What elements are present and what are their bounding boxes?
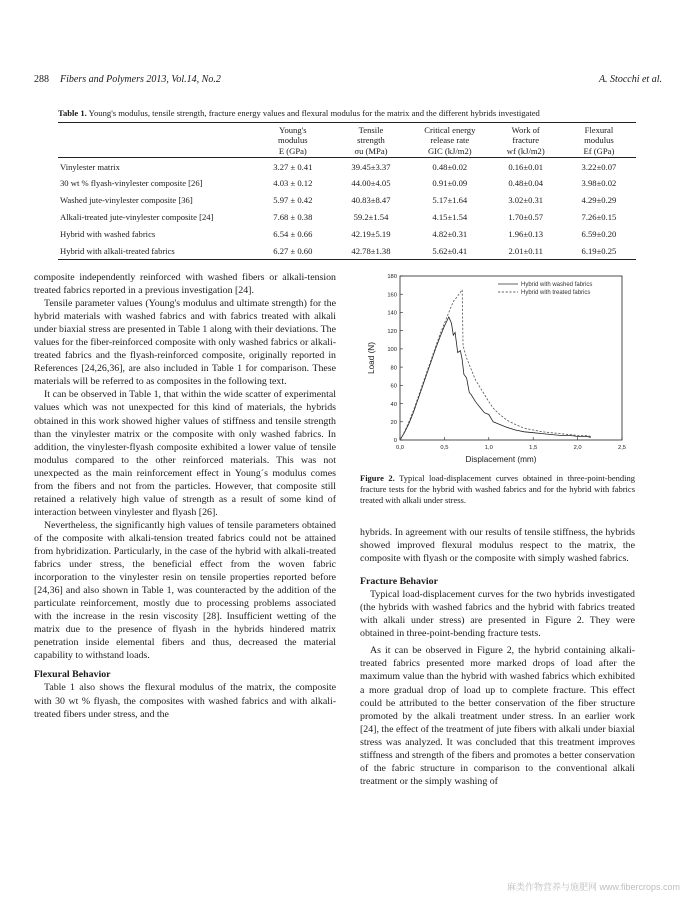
- y-tick-label: 80: [390, 365, 397, 372]
- table-row: Washed jute-vinylester composite [36] 5.97 ± 0.42 40.83±8.47 5.17±1.64 3.02±0.31 4.29±0.29: [60, 195, 617, 206]
- paragraph: Tensile parameter values (Young's modulus and ultimate strength) for the hybrid materials with washed fabrics and with fabrics treated with alkali under biaxial stress are presented in Table 1 along with their deviations. The values for the fiber-reinforced composite with only washed fabrics or alkali-treated fabrics and the flyash-reinforced composite, originally reported in References [24,26,36], are also included in Table 1 for comparison. These materials will be referred to as composites in the following text.: [34, 298, 336, 388]
- header-col: Flexural modulus Ef (GPa): [583, 125, 615, 156]
- x-tick-label: 1,5: [529, 445, 538, 451]
- y-tick-label: 120: [387, 328, 397, 335]
- plot-frame: [400, 276, 622, 440]
- left-column: [34, 271, 336, 721]
- y-tick-label: 20: [390, 419, 397, 426]
- paragraph: composite independently reinforced with washed fibers or alkali-tension treated fabrics reported in a previous investigation [24].: [34, 272, 336, 297]
- series-line-1: [400, 317, 591, 440]
- table-row: Vinylester matrix 3.27 ± 0.41 39.45±3.37 0.48±0.02 0.16±0.01 3.22±0.07: [58, 158, 636, 175]
- legend-label-2: Hybrid with treated fabrics: [521, 290, 591, 296]
- y-tick-label: 100: [387, 347, 397, 354]
- x-tick-label: 2,5: [617, 445, 627, 451]
- paragraph: hybrids. In agreement with our results of tensile stiffness, the hybrids showed improved flexural modulus respect to the matrix, the composite with flyash or the composite with simply washed fabrics.: [360, 527, 635, 565]
- table-caption-text: Young's modulus, tensile strength, fracture energy values and flexural modulus for the matrix and the different hybrids investigated: [86, 108, 540, 118]
- paragraph: Nevertheless, the significantly high values of tensile parameters obtained of the composite with alkali-tension treated fabrics could not be attained from hybridization. Particularly, in the case of the hybrid with alkali-treated fabrics under stress, the beneficial effect from the woven fabric incorporation to the vinylester resin on tensile properties reported before [24,36] and also shown in Table 1, was counteracted by the addition of the particulate reinforcement, mostly due to processing problems associated with the increase in the resin viscosity [28]. Insufficient wetting of the matrix due to the presence of flyash in the hybrids hindered matrix penetration inside elemental fibers and thus, decreased the material capability to withstand loads.: [34, 519, 336, 662]
- section-heading-flexural: Flexural Behavior: [34, 669, 111, 681]
- table-row: Hybrid with alkali-treated fabrics 6.27 ± 0.60 42.78±1.38 5.62±0.41 2.01±0.11 6.19±0.25: [58, 242, 636, 259]
- header-col: Critical energy release rate GIC (kJ/m2): [424, 125, 476, 156]
- table-row: Alkali-treated jute-vinylester composite [24] 7.68 ± 0.38 59.2±1.54 4.15±1.54 1.70±0.57 7.26±0.15: [60, 212, 617, 222]
- table-header-row: [58, 123, 636, 158]
- y-tick-label: 60: [390, 383, 397, 390]
- table-caption-label: Table 1.: [58, 108, 87, 118]
- running-author: A. Stocchi et al.: [598, 74, 662, 85]
- header-material: [58, 123, 254, 158]
- y-axis-label: Load (N): [367, 342, 376, 374]
- table-caption: [58, 108, 648, 118]
- page-number: 288: [34, 74, 49, 85]
- header-col: Young's modulus E (GPa): [278, 125, 308, 156]
- header-col: Work of fracture wf (kJ/m2): [506, 125, 545, 156]
- right-column: [360, 526, 635, 788]
- paragraph: Typical load-displacement curves for the two hybrids investigated (the hybrids with washed fabrics and the hybrid with fabrics treated with alkali under stress) are presented in Figure 2. They were obtained in three-point-bending fracture tests.: [360, 589, 635, 640]
- x-axis-label: Displacement (mm): [465, 455, 537, 464]
- x-tick-label: 1,0: [484, 445, 493, 451]
- x-tick-label: 0,5: [440, 445, 449, 451]
- journal-title: Fibers and Polymers 2013, Vol.14, No.2: [60, 74, 221, 85]
- watermark: 麻类作物营养与施肥网 www.fibercrops.com: [506, 882, 680, 892]
- paragraph: It can be observed in Table 1, that within the wide scatter of experimental values which was not unexpected for this kind of materials, the hybrids obtained in this work showed higher values of stiffness and tensile strength than the vinylester matrix or the composite with only washed fabrics. In addition, the vinylester-flyash composite exhibited a lower value of tensile modulus compared to the other reinforced materials. This was not unexpected as the main reinforcement effect in Young´s modulus comes from the fibers and not from the particles. However, that composite still retained a relatively high value of strength as a result of some kind of interaction between vinylester and flyash [26].: [34, 389, 336, 518]
- y-tick-label: 140: [387, 310, 397, 317]
- properties-table: [58, 122, 636, 260]
- x-tick-label: 0,0: [395, 445, 405, 451]
- legend-label-1: Hybrid with washed fabrics: [521, 282, 593, 288]
- table-row: Hybrid with washed fabrics 6.54 ± 0.66 42.19±5.19 4.82±0.31 1.96±0.13 6.59±0.20: [60, 228, 617, 239]
- figure-caption-text: Typical load-displacement curves obtained in three-point-bending fracture tests for the hybrid with washed fabrics and for the hybrid with fabrics treated with alkali under stress.: [360, 473, 635, 506]
- paragraph: Table 1 also shows the flexural modulus of the matrix, the composite with 30 wt % flyash, the composites with washed fabrics and with alkali-treated fibers under stress, and the: [34, 682, 336, 720]
- y-tick-label: 160: [387, 292, 397, 299]
- section-heading-fracture: Fracture Behavior: [360, 576, 438, 588]
- series-line-2: [400, 290, 591, 440]
- y-tick-label: 0: [393, 438, 397, 445]
- x-tick-label: 2,0: [573, 445, 582, 451]
- figure-caption-label: Figure 2.: [360, 473, 395, 483]
- page-header: [34, 74, 662, 90]
- y-tick-label: 40: [390, 401, 397, 408]
- figure-caption: [360, 473, 635, 507]
- table-row: 30 wt % flyash-vinylester composite [26] 4.03 ± 0.12 44.00±4.05 0.91±0.09 0.48±0.04 3.98±0.02: [60, 178, 617, 189]
- paragraph: As it can be observed in Figure 2, the hybrid containing alkali-treated fabrics presented more marked drops of load after the maximum value than the hybrid with washed fabrics which exhibited a more gradual drop of load up to complete fracture. This effect could be attributed to the better conservation of the fiber structure promoted by the alkali treatment under stress. In an earlier work [24], the effect of the treatment of jute fibers with alkali under biaxial stress was analyzed. It was concluded that this treatment improves stiffness and strength of the fibers and promotes a better conservation of the fabric structure in comparison to the conventional alkali treatment or the simply washing of: [360, 645, 635, 787]
- header-col: Tensile strength σu (MPa): [354, 125, 388, 156]
- load-displacement-chart: [360, 270, 632, 470]
- y-tick-label: 180: [387, 274, 397, 281]
